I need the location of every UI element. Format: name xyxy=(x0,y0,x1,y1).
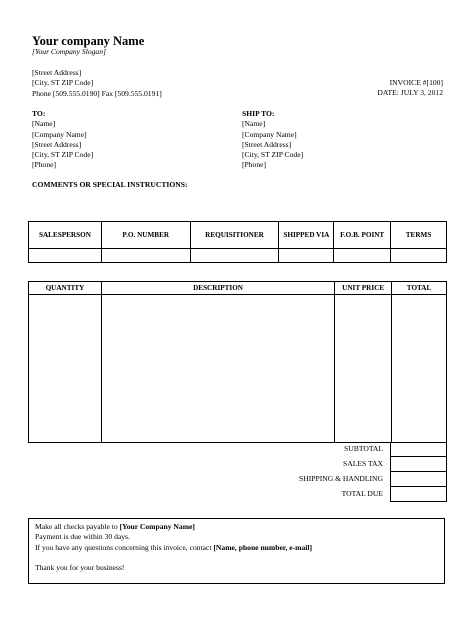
line-items-table xyxy=(28,281,447,443)
company-slogan: [Your Company Slogan] xyxy=(32,47,106,56)
notes-spacer xyxy=(35,553,444,563)
ship-to-heading: SHIP TO: xyxy=(242,109,275,118)
col-fob-point: F.O.B. POINT xyxy=(334,222,391,249)
subtotal-value[interactable] xyxy=(391,442,447,457)
subtotal-row xyxy=(28,442,447,457)
contact-text: If you have any questions concerning this invoice, contact xyxy=(35,542,214,552)
sales-tax-label: SALES TAX xyxy=(343,458,383,468)
bill-to-phone: [Phone] xyxy=(32,160,57,170)
payment-terms-line: Payment is due within 30 days. xyxy=(35,532,130,542)
ship-to-street: [Street Address] xyxy=(242,139,292,149)
ship-to-phone: [Phone] xyxy=(242,160,267,170)
shipping-value[interactable] xyxy=(391,472,447,487)
salesperson-cell[interactable] xyxy=(29,249,102,263)
col-total: TOTAL xyxy=(392,282,447,295)
col-salesperson: SALESPERSON xyxy=(29,222,102,249)
ship-to-block xyxy=(242,109,303,171)
line-items-body xyxy=(29,295,447,443)
bill-to-city: [City, ST ZIP Code] xyxy=(32,150,94,160)
col-terms: TERMS xyxy=(391,222,447,249)
bill-to-heading: TO: xyxy=(32,109,46,118)
col-quantity: QUANTITY xyxy=(29,282,102,295)
col-shipped-via: SHIPPED VIA xyxy=(279,222,334,249)
shipping-row xyxy=(28,472,447,487)
col-requisitioner: REQUISITIONER xyxy=(190,222,279,249)
unit-price-column-cell[interactable] xyxy=(335,295,392,443)
checks-payable-name: [Your Company Name] xyxy=(119,522,195,531)
total-due-label: TOTAL DUE xyxy=(341,488,383,498)
bill-to-name: [Name] xyxy=(32,119,56,129)
company-name: Your company Name xyxy=(32,34,145,48)
col-po-number: P.O. NUMBER xyxy=(101,222,190,249)
terms-cell[interactable] xyxy=(391,249,447,263)
checks-payable-line xyxy=(35,522,444,532)
subtotal-label: SUBTOTAL xyxy=(344,444,383,454)
order-info-row xyxy=(29,249,447,263)
total-due-value[interactable] xyxy=(391,487,447,502)
order-info-header-row xyxy=(29,222,447,249)
bill-to-company: [Company Name] xyxy=(32,129,87,139)
contact-info: [Name, phone number, e-mail] xyxy=(213,542,313,552)
checks-payable-text: Make all checks payable to xyxy=(35,522,120,531)
shipped-via-cell[interactable] xyxy=(279,249,334,263)
sales-tax-value[interactable] xyxy=(391,457,447,472)
contact-line xyxy=(35,543,444,553)
company-street: [Street Address] xyxy=(32,68,82,77)
bill-to-block xyxy=(32,109,93,171)
total-column-cell[interactable] xyxy=(392,295,447,443)
col-unit-price: UNIT PRICE xyxy=(335,282,392,295)
shipping-label: SHIPPING & HANDLING xyxy=(299,473,383,483)
ship-to-company: [Company Name] xyxy=(242,129,297,139)
totals-table xyxy=(28,442,447,502)
line-items-header-row xyxy=(29,282,447,295)
comments-label: COMMENTS OR SPECIAL INSTRUCTIONS: xyxy=(32,180,188,189)
company-phone-fax: Phone [509.555.0190] Fax [509.555.0191] xyxy=(32,88,162,98)
ship-to-city: [City, ST ZIP Code] xyxy=(242,150,304,160)
description-column-cell[interactable] xyxy=(101,295,334,443)
po-number-cell[interactable] xyxy=(101,249,190,263)
total-due-row xyxy=(28,487,447,502)
company-city: [City, ST ZIP Code] xyxy=(32,78,94,88)
invoice-date: DATE: JULY 3, 2012 xyxy=(377,88,443,98)
bill-to-street: [Street Address] xyxy=(32,139,82,149)
order-info-table xyxy=(28,221,447,263)
invoice-meta xyxy=(377,78,443,99)
col-description: DESCRIPTION xyxy=(101,282,334,295)
ship-to-name: [Name] xyxy=(242,119,266,129)
invoice-number: INVOICE #[100] xyxy=(389,78,443,87)
fob-point-cell[interactable] xyxy=(334,249,391,263)
sales-tax-row xyxy=(28,457,447,472)
company-address xyxy=(32,68,162,99)
payment-notes-box xyxy=(28,518,445,584)
quantity-column-cell[interactable] xyxy=(29,295,102,443)
thank-you-line: Thank you for your business! xyxy=(35,562,125,572)
requisitioner-cell[interactable] xyxy=(190,249,279,263)
